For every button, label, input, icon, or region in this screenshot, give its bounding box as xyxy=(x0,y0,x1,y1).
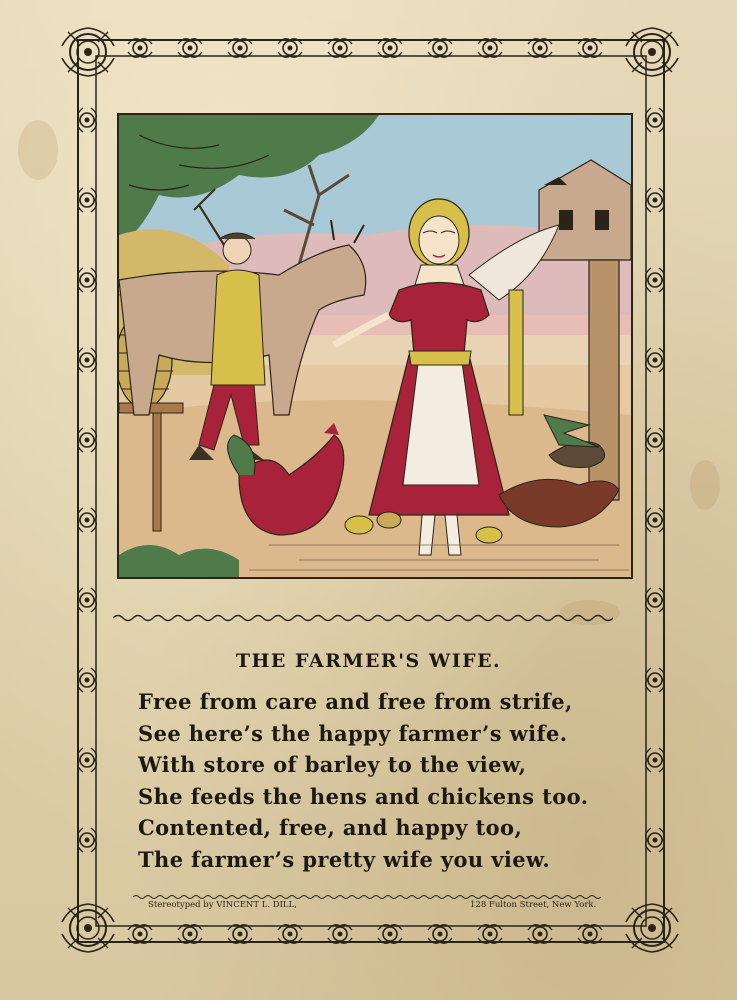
farm-scene-illustration xyxy=(117,113,633,579)
poem-line: With store of barley to the view, xyxy=(138,752,527,777)
poem-line: Contented, free, and happy too, xyxy=(138,815,523,840)
poem-line: She feeds the hens and chickens too. xyxy=(138,783,589,809)
imprint-stereotyper: Stereotyped by VINCENT L. DILL, xyxy=(148,900,297,910)
wavy-rule xyxy=(113,612,613,624)
poem-line: See here’s the happy farmer’s wife. xyxy=(138,720,568,746)
poem-line: Free from care and free from strife, xyxy=(138,689,573,714)
imprint-address: 128 Fulton Street, New York. xyxy=(470,900,597,910)
poem xyxy=(100,650,637,875)
poem-line: The farmer’s pretty wife you view. xyxy=(138,846,551,872)
poem-lines xyxy=(138,686,637,875)
poem-title: THE FARMER'S WIFE. xyxy=(235,650,502,672)
